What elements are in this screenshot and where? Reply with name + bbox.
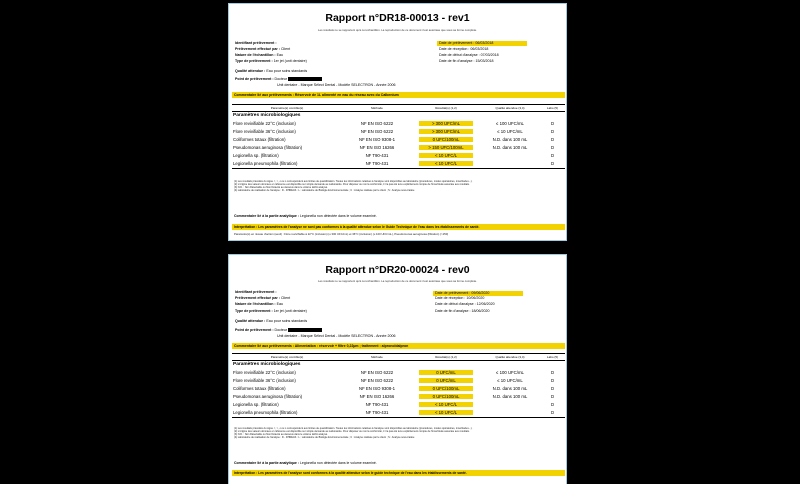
- report-page-2: [228, 254, 567, 484]
- col-header: Labo (5): [540, 105, 565, 112]
- col-header: Paramètre(s) contrôlé(s): [232, 105, 342, 112]
- footnote: (3) N.D. : Non Détectable ou Non Détecté au dessous dans le volume défini analysé.: [234, 186, 328, 190]
- param-cell: Flore revivifiable 22°C (inclusion): [233, 121, 296, 127]
- info-date-debut: Date de début d'analyse : 12/06/2020: [435, 302, 495, 306]
- col-header: Méthode: [342, 105, 412, 112]
- comment-bar: Commentaire lié aux prélèvements : Réservoir de 1L alimenté en eau du réseau avec du Calbenium: [232, 92, 565, 98]
- param-cell: Pseudomonas aeruginosa (filtration): [233, 394, 303, 400]
- result-cell: < 10 UFC/L: [419, 153, 473, 158]
- param-cell: Flore revivifiable 36°C (inclusion): [233, 378, 296, 384]
- param-cell: Legionella sp. (filtration): [233, 402, 279, 408]
- quality-cell: ≤ 100 UFC/mL: [496, 121, 524, 127]
- result-cell: 0 UFC/100mL: [419, 386, 473, 391]
- info-identifiant: Identifiant prélèvement :: [235, 290, 277, 294]
- footnote: (1) Les résultats précédés du signe <, >, ≤ ou ≥ correspondent aux limites de quantification. Toutes les informations relatives à l'analyse sont disponibles au laboratoire (procédures, modes opératoires, incertitudes...).: [234, 427, 473, 430]
- method-cell: NF T90-431: [342, 409, 412, 418]
- lab-cell: D: [540, 160, 565, 169]
- lab-cell: D: [550, 370, 555, 376]
- info-date-debut: Date de début d'analyse : 07/03/2018: [439, 53, 499, 57]
- interpretation-bar: Interprétation : Les paramètres de l'analyse sont conformes à la qualité attendue selon le guide technique de l'eau dans les établissements de santé.: [232, 470, 565, 476]
- method-cell: NF EN ISO 16266: [359, 145, 395, 151]
- info-date-fin: Date de fin d'analyse : 15/03/2018: [439, 59, 494, 63]
- table-row: [232, 144, 565, 152]
- col-header: Paramètre(s) contrôlé(s): [232, 354, 342, 361]
- unit-description: Unit dentaire - Marque Sélect Dental - Modèle SELECTRON - Année 2006: [277, 334, 396, 338]
- result-cell: < 10 UFC/L: [419, 410, 473, 415]
- action-threshold-text: Paramètre(s) en niveau d'action (seuil) : Flore revivifiable à 22°C (inclusion) (≥ 300 UFC/mL) et 36°C (inclusion) (≥ 100 UFC/mL), Pseudomonas aeruginosa (filtration) (>150): [234, 232, 449, 236]
- result-cell: > 300 UFC/mL: [419, 129, 473, 134]
- method-cell: NF EN ISO 9308-1: [358, 137, 396, 143]
- lab-cell: D: [550, 145, 555, 151]
- disclaimer: Les résultats ne se rapportent qu'à cet échantillon. La reproduction de ce document n'est autorisée que sous sa forme complète.: [318, 279, 477, 283]
- unit-description: Unit dentaire - Marque Sélect Dental - Modèle SELECTRON - Année 2006: [277, 83, 396, 87]
- param-cell: Legionella sp. (filtration): [233, 153, 279, 159]
- table-row: [232, 120, 565, 128]
- footnote: (4) Laboratoire de réalisation de l'analyse : D - DHREAS : L : Laboratoire de Biologie Environnementale ; C : Analyse réalisée par le client ; S : Analyse sous-traitée: [234, 189, 415, 193]
- table-row: [232, 409, 565, 418]
- result-cell: 0 UFC/100mL: [419, 137, 473, 142]
- analytic-comment: Commentaire lié à la partie analytique : Legionella non détectée dans le volume examiné.: [234, 214, 377, 218]
- lab-cell: D: [550, 402, 555, 408]
- col-header: Méthode: [342, 354, 412, 361]
- redacted-name: [288, 77, 322, 81]
- col-header: Qualité attendue (3,4): [480, 105, 540, 112]
- table-row: [232, 128, 565, 136]
- result-cell: 0 UFC/mL: [419, 378, 473, 383]
- quality-cell: ≤ 10 UFC/mL: [497, 378, 523, 384]
- report-page-1: [228, 3, 567, 241]
- info-point: Point de prélèvement : Docteur: [235, 328, 322, 333]
- info-nature: Nature de l'échantillon : Eau: [235, 53, 283, 57]
- table-row: [232, 377, 565, 385]
- footnote: (4) Laboratoire de réalisation de l'analyse : D - DHREAS : L : Laboratoire de Biologie Environnementale ; C : Analyse réalisée par le client ; S : Analyse sous-traitée: [234, 436, 415, 440]
- result-cell: < 10 UFC/L: [419, 161, 473, 166]
- info-date-reception: Date de réception : 06/03/2018: [439, 47, 489, 51]
- footnote: (3) N.D. : Non Détectable ou Non Détecté au dessous dans le volume défini analysé.: [234, 433, 328, 437]
- quality-cell: N.D. dans 100 mL: [492, 394, 528, 400]
- info-date-prelevement: Date de prélèvement : 09/06/2020: [433, 291, 523, 296]
- quality-cell: N.D. dans 100 mL: [492, 137, 528, 143]
- quality-cell: [480, 152, 540, 160]
- lab-cell: D: [550, 153, 555, 159]
- section-row: [232, 111, 565, 120]
- footnotes: [234, 427, 564, 440]
- table-row: [232, 152, 565, 160]
- method-cell: NF EN ISO 6222: [360, 370, 394, 376]
- lab-cell: D: [540, 409, 565, 418]
- info-qualite: Qualité attendue : Eau pour soins standards: [235, 69, 308, 73]
- footnotes: [234, 180, 564, 193]
- method-cell: NF EN ISO 6222: [360, 378, 394, 384]
- quality-cell: ≤ 10 UFC/mL: [497, 129, 523, 135]
- lab-cell: D: [550, 129, 555, 135]
- param-cell: Legionella pneumophila (filtration): [232, 409, 342, 418]
- lab-cell: D: [550, 386, 555, 392]
- quality-cell: [480, 160, 540, 169]
- section-title: Paramètres microbiologiques: [233, 362, 301, 368]
- param-cell: Legionella pneumophila (filtration): [232, 160, 342, 169]
- info-preleveur: Prélèvement effectué par : Client: [235, 296, 291, 300]
- info-point: Point de prélèvement : Docteur: [235, 77, 322, 82]
- method-cell: NF EN ISO 6222: [360, 121, 394, 127]
- report-title: Rapport n°DR20-00024 - rev0: [325, 264, 470, 276]
- quality-cell: [480, 401, 540, 409]
- quality-cell: N.D. dans 100 mL: [492, 386, 528, 392]
- report-title: Rapport n°DR18-00013 - rev1: [325, 12, 470, 24]
- footnote: (1) Les résultats précédés du signe <, >, ≤ ou ≥ correspondent aux limites de quantification. Toutes les informations relatives à l'analyse sont disponibles au laboratoire (procédures, modes opératoires, incertitudes...).: [234, 180, 473, 183]
- method-cell: NF T90-431: [365, 402, 389, 408]
- info-preleveur: Prélèvement effectué par : Client: [235, 47, 291, 51]
- table-row: [232, 136, 565, 144]
- info-type: Type de prélèvement : 1er jet (unit dentaire): [235, 309, 307, 313]
- info-nature: Nature de l'échantillon : Eau: [235, 302, 283, 306]
- quality-cell: N.D. dans 100 mL: [492, 145, 528, 151]
- result-cell: < 10 UFC/L: [419, 402, 473, 407]
- footnote: (2) L'origine des valeurs données en référence est disponible sur simple demande au Laboratoire. Pour disposer ou non la conformité, il n'a pas été tenu explicitement compte de l'incertitude associée aux résultats.: [234, 430, 470, 434]
- method-cell: NF EN ISO 9308-1: [358, 386, 396, 392]
- col-header: Labo (5): [540, 354, 565, 361]
- info-date-prelevement: Date de prélèvement : 06/03/2018: [437, 41, 527, 46]
- method-cell: NF EN ISO 6222: [360, 129, 394, 135]
- table-header: [232, 354, 565, 361]
- redacted-name: [288, 328, 322, 332]
- info-date-fin: Date de fin d'analyse : 18/06/2020: [435, 309, 490, 313]
- quality-cell: [480, 409, 540, 418]
- results-table: [232, 104, 565, 169]
- method-cell: NF T90-431: [342, 160, 412, 169]
- table-row: [232, 369, 565, 377]
- analytic-comment: Commentaire lié à la partie analytique : Legionella non détectée dans le volume examiné.: [234, 461, 377, 465]
- table-header: [232, 105, 565, 112]
- lab-cell: D: [550, 137, 555, 143]
- lab-cell: D: [550, 394, 555, 400]
- lab-cell: D: [550, 378, 555, 384]
- param-cell: Coliformes totaux (filtration): [233, 137, 286, 143]
- col-header: Résultat(s) (1,2): [412, 105, 480, 112]
- info-qualite: Qualité attendue : Eau pour soins standards: [235, 319, 308, 323]
- disclaimer: Les résultats ne se rapportent qu'à cet échantillon. La reproduction de ce document n'est autorisée que sous sa forme complète.: [318, 28, 477, 32]
- col-header: Résultat(s) (1,2): [412, 354, 480, 361]
- quality-cell: ≤ 100 UFC/mL: [496, 370, 524, 376]
- info-type: Type de prélèvement : 1er jet (unit dentaire): [235, 59, 307, 63]
- table-row: [232, 385, 565, 393]
- table-row: [232, 401, 565, 409]
- result-cell: > 300 UFC/mL: [419, 121, 473, 126]
- param-cell: Flore revivifiable 22°C (inclusion): [233, 370, 296, 376]
- interpretation-bar: Interprétation : Les paramètres de l'analyse ne sont pas conformes à la qualité attendue selon le Guide Technique de l'eau dans les établissements de santé.: [232, 224, 565, 230]
- results-table: [232, 353, 565, 418]
- section-title: Paramètres microbiologiques: [233, 113, 301, 119]
- param-cell: Flore revivifiable 36°C (inclusion): [233, 129, 296, 135]
- footnote: (2) L'origine des valeurs données en référence est disponible sur simple demande au Laboratoire. Pour disposer ou non la conformité, il n'a pas été tenu explicitement compte de l'incertitude associée aux résultats.: [234, 183, 470, 187]
- lab-cell: D: [550, 121, 555, 127]
- result-cell: 0 UFC/100mL: [419, 394, 473, 399]
- comment-bar: Commentaire lié aux prélèvements : Alimentation : réservoir + filtre 0,22µm ; traitement : alpronoldalpron: [232, 343, 565, 349]
- info-identifiant: Identifiant prélèvement :: [235, 41, 277, 45]
- result-cell: 0 UFC/mL: [419, 370, 473, 375]
- table-row: [232, 393, 565, 401]
- info-date-reception: Date de réception : 10/06/2020: [435, 296, 485, 300]
- col-header: Qualité attendue (3,4): [480, 354, 540, 361]
- method-cell: NF T90-431: [365, 153, 389, 159]
- result-cell: > 150 UFC/100mL: [419, 145, 473, 150]
- method-cell: NF EN ISO 16266: [359, 394, 395, 400]
- param-cell: Coliformes totaux (filtration): [233, 386, 286, 392]
- param-cell: Pseudomonas aeruginosa (filtration): [233, 145, 303, 151]
- section-row: [232, 360, 565, 369]
- table-row: [232, 160, 565, 169]
